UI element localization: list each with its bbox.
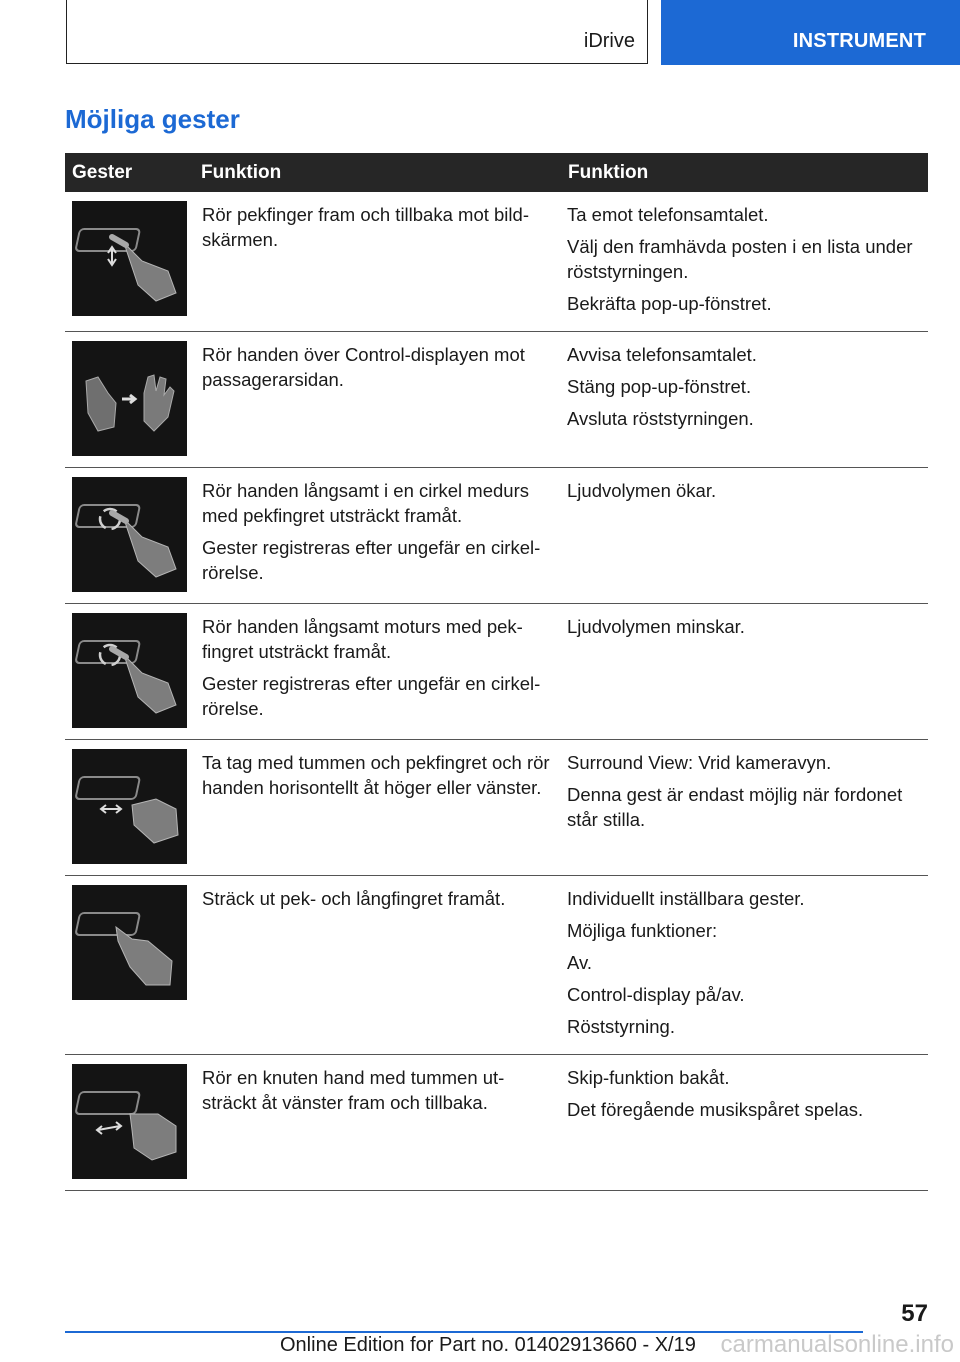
- gesture-icon-cell: [65, 1055, 194, 1191]
- gesture-description-text: Gester registreras efter ungefär en cirkelrörelse.: [202, 673, 541, 719]
- gesture-description-cell: [194, 1055, 563, 1191]
- gesture-description-cell: [194, 740, 563, 876]
- gesture-function-cell: [563, 332, 928, 468]
- fist-thumb-gesture-icon: [72, 1064, 187, 1179]
- gesture-function-text: Röststyrning.: [567, 1016, 675, 1037]
- gesture-function-cell: [563, 192, 928, 332]
- gesture-description-cell: [194, 332, 563, 468]
- page-number: 57: [901, 1300, 928, 1327]
- gesture-function-text: Denna gest är endast möjlig när fordonet står stilla.: [567, 784, 903, 830]
- gesture-function-text: Av.: [567, 952, 593, 973]
- gesture-function-cell: [563, 1055, 928, 1191]
- gesture-table: [65, 153, 928, 1191]
- hand-swipe-gesture-icon: [72, 341, 187, 456]
- gesture-function-text: Det föregående musikspåret spelas.: [567, 1099, 864, 1120]
- section-tab-idrive[interactable]: [66, 0, 648, 64]
- circle-clockwise-gesture-icon: [72, 477, 187, 592]
- section-tab-label: iDrive: [583, 30, 635, 52]
- gesture-function-text: Skip-funktion bakåt.: [567, 1067, 730, 1088]
- gesture-function-cell: [563, 876, 928, 1055]
- table-row: [65, 604, 928, 740]
- gesture-description-text: Rör pekfinger fram och tillbaka mot bildskärmen.: [202, 204, 529, 250]
- gesture-function-text: Individuellt inställbara gester.: [567, 888, 805, 909]
- column-header-funktion-result: Funktion: [563, 153, 928, 192]
- gesture-description-cell: [194, 876, 563, 1055]
- circle-counterclockwise-gesture-icon: [72, 613, 187, 728]
- gesture-function-cell: [563, 740, 928, 876]
- gesture-description-text: Rör en knuten hand med tummen utsträckt åt vänster fram och tillbaka.: [202, 1067, 505, 1113]
- gesture-description-text: Rör handen långsamt moturs med pekfingret utsträckt framåt.: [202, 616, 523, 662]
- table-row: [65, 740, 928, 876]
- section-tab-instrument[interactable]: [661, 0, 960, 65]
- gesture-function-cell: [563, 604, 928, 740]
- gesture-function-text: Control-display på/av.: [567, 984, 745, 1005]
- table-row: [65, 332, 928, 468]
- footer-edition-text: Online Edition for Part no. 01402913660 - X/19: [280, 1334, 696, 1356]
- gesture-description-text: Rör handen långsamt i en cirkel medurs med pekfingret utsträckt framåt.: [202, 480, 529, 526]
- two-finger-point-gesture-icon: [72, 885, 187, 1000]
- gesture-function-text: Bekräfta pop-up-fönstret.: [567, 293, 772, 314]
- finger-tap-gesture-icon: [72, 201, 187, 316]
- column-header-funktion: Funktion: [194, 153, 563, 192]
- gesture-function-cell: [563, 468, 928, 604]
- gesture-icon-cell: [65, 468, 194, 604]
- gesture-function-text: Möjliga funktioner:: [567, 920, 718, 941]
- table-row: [65, 192, 928, 332]
- gesture-icon-cell: [65, 740, 194, 876]
- watermark: carmanualsonline.info: [720, 1331, 954, 1358]
- table-row: [65, 876, 928, 1055]
- gesture-function-text: Ljudvolymen ökar.: [567, 480, 717, 501]
- table-header-row: [65, 153, 928, 192]
- gesture-description-cell: [194, 604, 563, 740]
- pinch-rotate-gesture-icon: [72, 749, 187, 864]
- page-title: Möjliga gester: [65, 104, 240, 134]
- gesture-function-text: Välj den framhävda posten i en lista under röststyrningen.: [567, 236, 913, 282]
- gesture-description-text: Sträck ut pek- och långfingret framåt.: [202, 888, 506, 909]
- gesture-description-cell: [194, 468, 563, 604]
- gesture-function-text: Ljudvolymen minskar.: [567, 616, 745, 637]
- gesture-function-text: Surround View: Vrid kameravyn.: [567, 752, 832, 773]
- gesture-icon-cell: [65, 604, 194, 740]
- gesture-function-text: Stäng pop-up-fönstret.: [567, 376, 752, 397]
- table-row: [65, 468, 928, 604]
- gesture-description-text: Rör handen över Control-displayen mot passagerarsidan.: [202, 344, 525, 390]
- table-row: [65, 1055, 928, 1191]
- gesture-function-text: Avsluta röststyrningen.: [567, 408, 754, 429]
- gesture-description-text: Ta tag med tummen och pekfingret och rör handen horisontellt åt höger eller vänster.: [202, 752, 550, 798]
- gesture-icon-cell: [65, 332, 194, 468]
- gesture-icon-cell: [65, 876, 194, 1055]
- gesture-function-text: Ta emot telefonsamtalet.: [567, 204, 769, 225]
- gesture-description-cell: [194, 192, 563, 332]
- gesture-description-text: Gester registreras efter ungefär en cirkelrörelse.: [202, 537, 541, 583]
- gesture-icon-cell: [65, 192, 194, 332]
- gesture-function-text: Avvisa telefonsamtalet.: [567, 344, 757, 365]
- active-tab-label: INSTRUMENT: [792, 30, 926, 52]
- column-header-gester: Gester: [65, 153, 194, 192]
